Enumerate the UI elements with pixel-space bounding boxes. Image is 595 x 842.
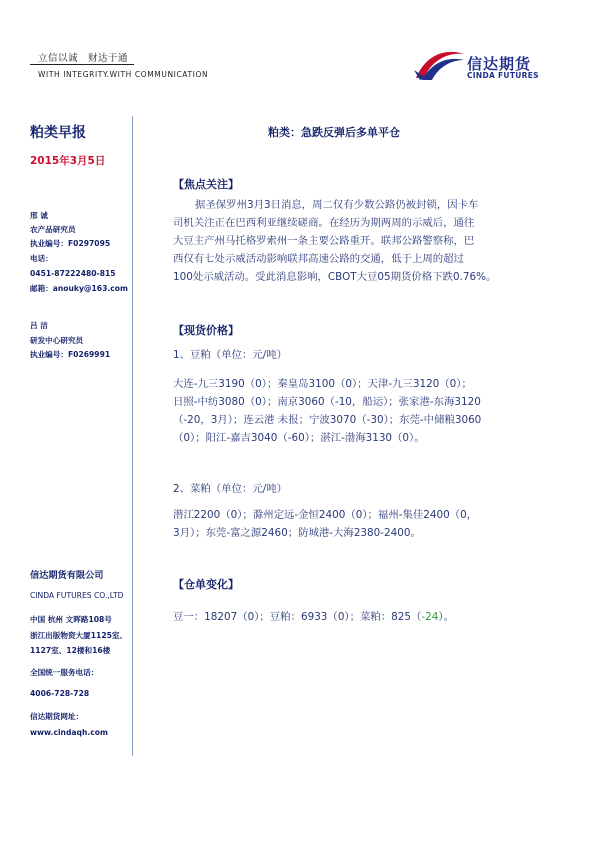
slogan-en: WITH INTEGRITY.WITH COMMUNICATION [38,70,209,79]
logo-text-en: CINDA FUTURES [467,71,539,80]
focus-line: 100处示威活动。受此消息影响，CBOT大豆05期货价格下跌0.76%。 [173,271,497,283]
spot-heading: 【现货价格】 [173,324,239,337]
cinda-logo-icon [412,48,466,82]
analyst1-title: 农产品研究员 [30,225,76,234]
warehouse-line [173,608,538,626]
report-title: 粕类早报 [30,125,86,141]
analyst1-phone: 0451-87222480-815 [30,269,116,278]
column-divider [132,116,133,756]
analyst1-email[interactable]: 邮箱：anouky@163.com [30,284,128,293]
analyst2-license: 执业编号：F0269991 [30,350,111,359]
hotline-number: 4006-728-728 [30,689,90,698]
header-rule [30,64,134,65]
focus-line: 西仅有七处示威活动影响联邦高速公路的交通，低于上周的超过 [173,253,464,265]
focus-line: 据圣保罗州3月3日消息，周二仅有少数公路仍被封锁，因卡车 [195,199,479,211]
price-line: （-20，3月）；连云港 未报；宁波3070（-30）；东莞-中储粮3060 [173,414,482,426]
rapemeal-prices [173,506,538,542]
soymeal-label: 1、豆粕（单位：元/吨） [173,349,288,361]
analyst1-license: 执业编号：F0297095 [30,239,111,248]
company-name-en: CINDA FUTURES CO.,LTD [30,591,124,600]
focus-paragraph [173,196,533,286]
warehouse-change: -24 [421,611,439,623]
price-line: 潜江2200（0）；滁州定远-金恒2400（0）；福州-集佳2400（0， [173,509,478,521]
price-line: 日照-中纺3080（0）；南京3060（-10，船运）；张家港-东海3120 [173,396,481,408]
focus-line: 司机关注正在巴西利亚继续磋商。在经历为期两周的示威后，通往 [173,217,475,229]
soymeal-prices [173,375,538,447]
rapemeal-label: 2、菜粕（单位：元/吨） [173,483,288,495]
price-line: 大连-九三3190（0）；秦皇岛3100（0）；天津-九三3120（0）； [173,378,472,390]
slogan-cn: 立信以诚 财达于通 [38,53,129,64]
logo-text-cn: 信达期货 [467,55,532,73]
main-title: 粕类：急跌反弹后多单平仓 [268,126,400,139]
company-address-2: 浙江出版物资大厦1125室、 [30,631,128,640]
company-name: 信达期货有限公司 [30,570,104,581]
warehouse-text-end: ）。 [438,611,454,623]
website-link[interactable]: www.cindaqh.com [30,728,108,737]
analyst2-title: 研发中心研究员 [30,336,84,345]
analyst2-name: 吕 洁 [30,321,48,330]
analyst1-name: 邢 诚 [30,211,48,220]
price-line: （0）；阳江-嘉吉3040（-60）；湛江-渤海3130（0）。 [173,432,425,444]
focus-line: 大豆主产州马托格罗索州一条主要公路重开。联邦公路警察称，巴 [173,235,475,247]
analyst1-phone-label: 电话： [30,254,53,263]
company-address-3: 1127室、12楼和16楼 [30,646,111,655]
hotline-label: 全国统一服务电话： [30,668,99,677]
focus-heading: 【焦点关注】 [173,178,239,191]
price-line: 3月）；东莞-富之源2460；防城港-大海2380-2400。 [173,527,421,539]
warehouse-text: 豆一：18207（0）；豆粕：6933（0）；菜粕：825（ [173,611,422,623]
website-label: 信达期货网址： [30,712,84,721]
company-address-1: 中国 杭州 文晖路108号 [30,615,112,624]
warehouse-heading: 【仓单变化】 [173,578,239,591]
report-date: 2015年3月5日 [30,155,106,167]
